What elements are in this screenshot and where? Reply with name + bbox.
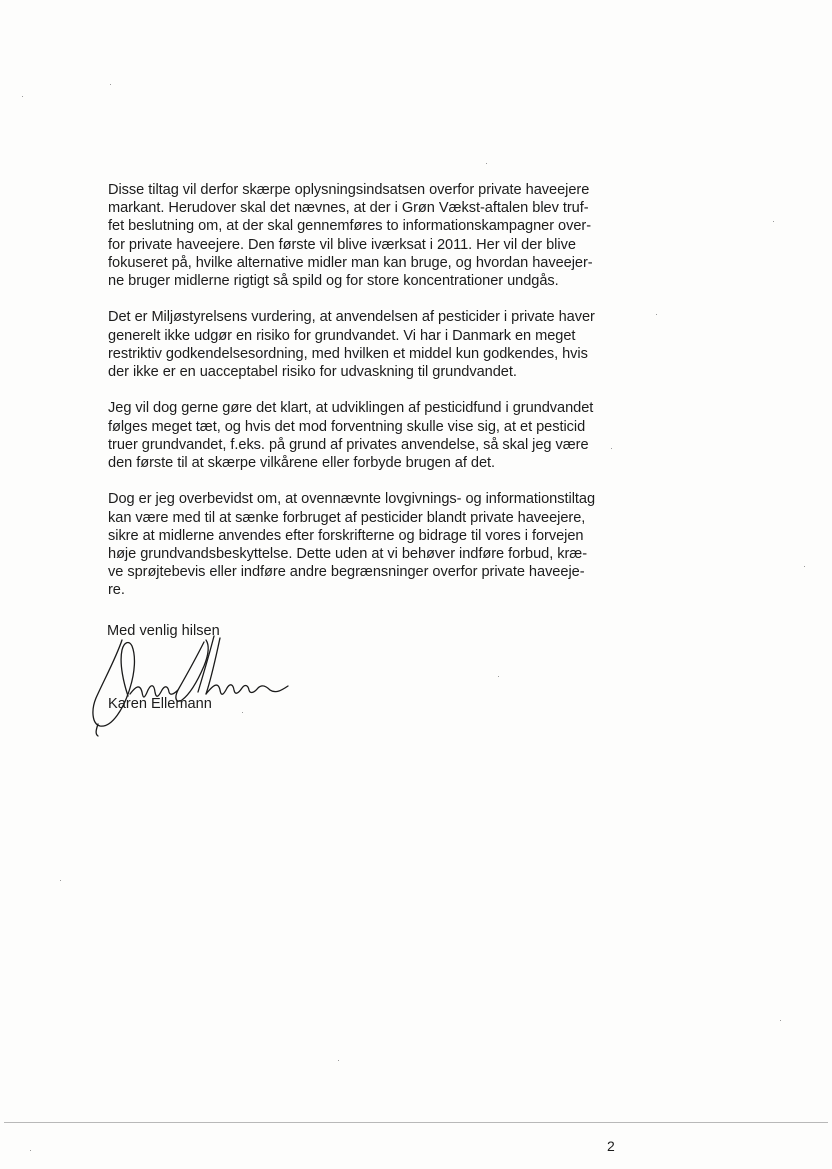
text-line: den første til at skærpe vilkårene eller forbyde brugen af det. bbox=[108, 455, 496, 472]
signer-name: Karen Ellemann bbox=[108, 696, 212, 712]
scan-speck bbox=[30, 1150, 31, 1151]
text-line: følges meget tæt, og hvis det mod forventning skulle vise sig, at et pesticid bbox=[108, 418, 586, 435]
footer-divider bbox=[4, 1122, 828, 1123]
text-line: ve sprøjtebevis eller indføre andre begrænsninger overfor private haveeje- bbox=[108, 564, 585, 581]
text-line: sikre at midlerne anvendes efter forskrifterne og bidrage til vores i forvejen bbox=[108, 527, 584, 544]
text-line: re. bbox=[108, 582, 125, 599]
closing-salutation: Med venlig hilsen bbox=[107, 623, 220, 639]
text-line: Jeg vil dog gerne gøre det klart, at udviklingen af pesticidfund i grundvandet bbox=[108, 400, 594, 417]
scan-speck bbox=[498, 676, 499, 677]
text-line: Disse tiltag vil derfor skærpe oplysningsindsatsen overfor private haveejere bbox=[108, 182, 590, 198]
scan-speck bbox=[60, 880, 61, 881]
paragraph-conclusion bbox=[108, 490, 638, 599]
text-line: Det er Miljøstyrelsens vurdering, at anvendelsen af pesticider i private haver bbox=[108, 309, 595, 326]
text-line: høje grundvandsbeskyttelse. Dette uden at vi behøver indføre forbud, kræ- bbox=[108, 546, 587, 563]
letter-body bbox=[108, 181, 638, 618]
scan-speck bbox=[338, 1060, 339, 1061]
text-line: kan være med til at sænke forbruget af pesticider blandt private haveejere, bbox=[108, 509, 586, 526]
handwritten-signature bbox=[86, 628, 296, 738]
scan-speck bbox=[773, 221, 774, 222]
paragraph-awareness-campaigns bbox=[108, 181, 638, 290]
scan-speck bbox=[22, 96, 23, 97]
text-line: der ikke er en uacceptabel risiko for udvaskning til grundvandet. bbox=[108, 364, 517, 381]
text-line: for private haveejere. Den første vil blive iværksat i 2011. Her vil der blive bbox=[108, 236, 576, 253]
text-line: markant. Herudover skal det nævnes, at der i Grøn Vækst-aftalen blev truf- bbox=[108, 200, 589, 217]
scan-speck bbox=[804, 566, 805, 567]
text-line: ne bruger midlerne rigtigt så spild og for store koncentrationer undgås. bbox=[108, 273, 559, 290]
scan-speck bbox=[486, 163, 487, 164]
paragraph-monitoring bbox=[108, 399, 638, 472]
text-line: generelt ikke udgør en risiko for grundvandet. Vi har i Danmark en meget bbox=[108, 327, 576, 344]
text-line: truer grundvandet, f.eks. på grund af privates anvendelse, så skal jeg være bbox=[108, 436, 589, 453]
text-line: Dog er jeg overbevidst om, at ovennævnte lovgivnings- og informationstiltag bbox=[108, 491, 596, 508]
text-line: fokuseret på, hvilke alternative midler man kan bruge, og hvordan haveejer- bbox=[108, 254, 593, 271]
scan-speck bbox=[780, 1020, 781, 1021]
paragraph-risk-assessment bbox=[108, 308, 638, 381]
text-line: fet beslutning om, at der skal gennemføres to informationskampagner over- bbox=[108, 218, 592, 235]
scan-speck bbox=[656, 314, 657, 315]
scan-speck bbox=[242, 712, 243, 713]
scan-speck bbox=[110, 84, 111, 85]
page-number: 2 bbox=[607, 1138, 615, 1154]
scan-speck bbox=[611, 448, 612, 449]
text-line: restriktiv godkendelsesordning, med hvilken et middel kun godkendes, hvis bbox=[108, 345, 588, 362]
